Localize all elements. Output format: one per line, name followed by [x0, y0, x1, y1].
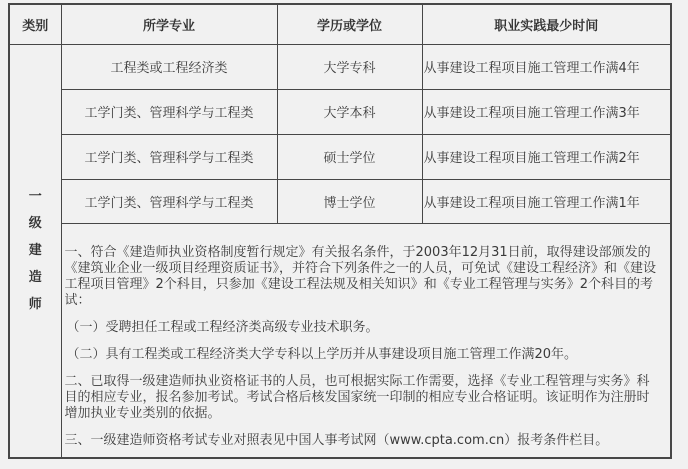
category-char: 一	[28, 189, 42, 204]
note-subitem-1: （一）受聘担任工程或工程经济类高级专业技术职务。	[66, 319, 379, 335]
major-cell: 工学门类、管理科学与工程类	[61, 89, 277, 134]
experience-cell: 从事建设工程项目施工管理工作满2年	[422, 134, 671, 179]
table-row	[9, 89, 671, 134]
category-char: 建	[28, 243, 42, 258]
notes-cell	[61, 223, 671, 458]
note-paragraph-2: 二、已取得一级建造师执业资格证书的人员，也可根据实际工作需要，选择《专业工程管理与实务》科目的相应专业，报名参加考试。考试合格后核发国家统一印制的相应专业合格证明。该证明作为注册时增加执业专业类别的依据。	[64, 373, 650, 421]
table-row	[9, 44, 671, 89]
degree-cell: 大学专科	[277, 44, 422, 89]
notes-row	[9, 223, 671, 458]
degree-cell: 硕士学位	[277, 134, 422, 179]
category-char: 级	[28, 216, 42, 231]
category-char: 师	[28, 297, 42, 312]
header-cell-degree: 学历或学位	[277, 4, 422, 44]
header-row	[9, 4, 671, 44]
header-cell-major: 所学专业	[61, 4, 277, 44]
header-cell-category: 类别	[9, 4, 61, 44]
experience-cell: 从事建设工程项目施工管理工作满4年	[422, 44, 671, 89]
header-cell-experience: 职业实践最少时间	[422, 4, 671, 44]
category-cell	[9, 44, 61, 458]
table-row	[9, 179, 671, 223]
major-cell: 工学门类、管理科学与工程类	[61, 179, 277, 223]
note-paragraph-1: 一、符合《建造师执业资格制度暂行规定》有关报名条件，于2003年12月31日前，取得建设部颁发的《建筑业企业一级项目经理资质证书》，并符合下列条件之一的人员，可免试《建设工程经济》和《建设工程项目管理》2个科目，只参加《建设工程法规及相关知识》和《专业工程管理与实务》2个科目的考试：	[64, 244, 657, 308]
experience-cell: 从事建设工程项目施工管理工作满1年	[422, 179, 671, 223]
experience-cell: 从事建设工程项目施工管理工作满3年	[422, 89, 671, 134]
major-cell: 工学门类、管理科学与工程类	[61, 134, 277, 179]
category-char: 造	[28, 270, 42, 285]
note-subitem-2: （二）具有工程类或工程经济类大学专科以上学历并从事建设项目施工管理工作满20年。	[66, 346, 578, 362]
qualification-table	[8, 3, 672, 459]
note-paragraph-3: 三、一级建造师资格考试专业对照表见中国人事考试网（www.cpta.com.cn）报考条件栏目。	[64, 432, 609, 448]
degree-cell: 博士学位	[277, 179, 422, 223]
degree-cell: 大学本科	[277, 89, 422, 134]
major-cell: 工程类或工程经济类	[61, 44, 277, 89]
table-row	[9, 134, 671, 179]
